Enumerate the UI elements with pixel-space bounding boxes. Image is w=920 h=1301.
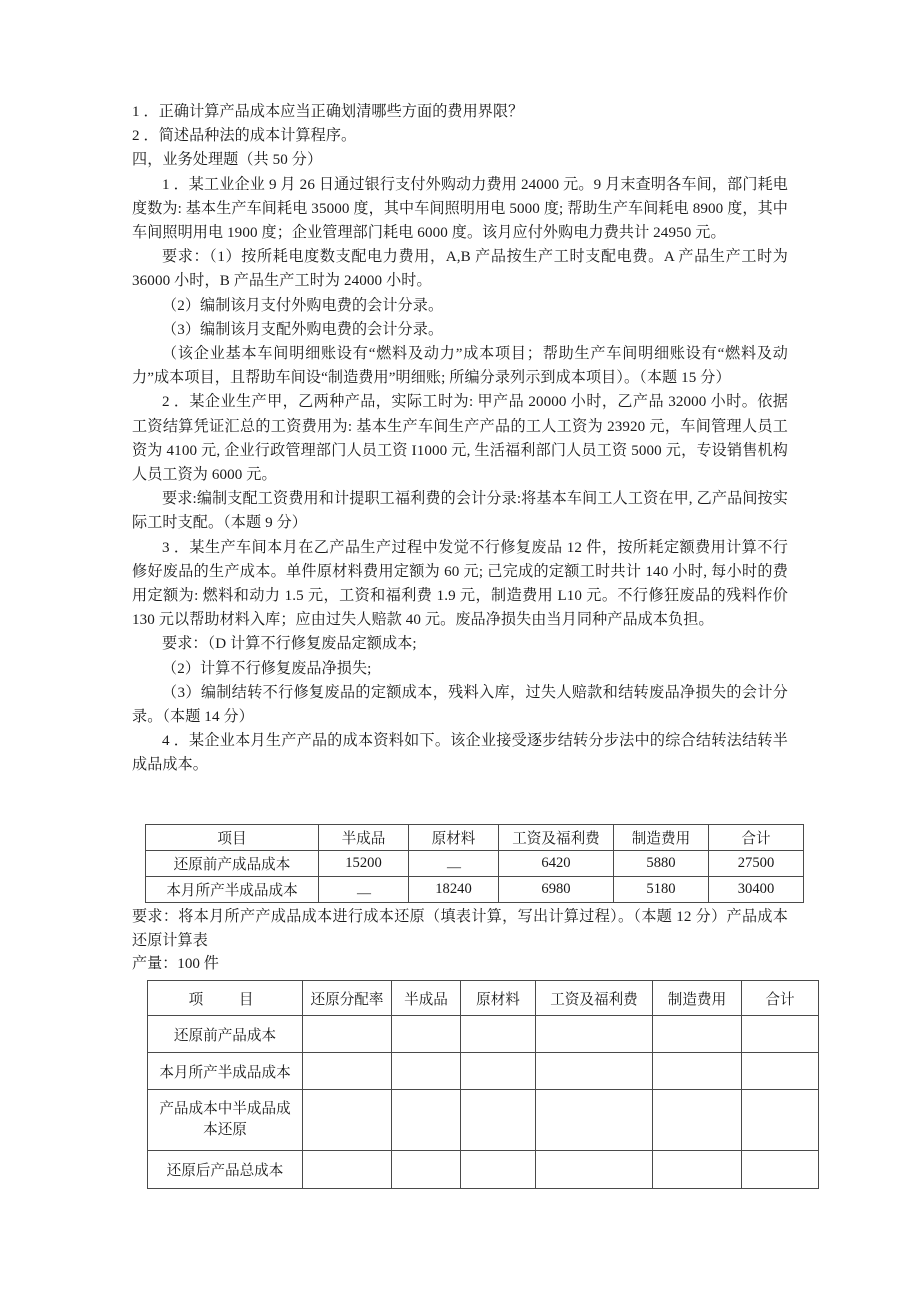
cell-total: 30400 [709,877,804,903]
table-header-row [148,981,819,1016]
input-cell-total[interactable] [742,1053,819,1090]
cell-item: 还原前产成品成本 [146,851,319,877]
cell-wages-benefits: 6980 [499,877,614,903]
header-wages-benefits: 工资及福利费 [499,825,614,851]
table-row [148,1090,819,1151]
problem-4-requirement: 要求：将本月所产产成品成本进行成本还原（填表计算，写出计算过程）。（本题 12 分）产品成本还原计算表 [132,909,788,950]
cell-manufacturing: 5180 [614,877,709,903]
header-raw-material: 原材料 [461,981,536,1016]
section-heading-business-problems: 四，业务处理题（共 50 分） [132,152,323,169]
input-cell-restoration-rate[interactable] [303,1151,392,1189]
problem-3-requirement-3: （3）编制结转不行修复废品的定额成本，残料入库，过失人赔款和结转废品净损失的会计分录。（本题 14 分） [132,684,788,726]
input-cell-manufacturing[interactable] [653,1016,742,1053]
row-label-semi-finished-restoration-in-product-cost [148,1090,303,1151]
row-label-line-1: 产品成本中半成品成 [159,1101,291,1117]
table-row [148,1053,819,1090]
header-manufacturing: 制造费用 [614,825,709,851]
short-answer-question-1: 1 ．正确计算产品成本应当正确划清哪些方面的费用界限？ [132,104,524,120]
problem-2-requirement: 要求:编制支配工资费用和计提职工福利费的会计分录:将基本车间工人工资在甲, 乙产品间按实际工时支配。（本题 9 分） [132,491,788,532]
table-row [148,1016,819,1053]
header-item-label: 项 目 [188,991,270,1008]
document-body [132,100,788,778]
cell-item: 本月所产半成品成本 [146,877,319,903]
input-cell-semi-finished[interactable] [392,1053,461,1090]
input-cell-raw-material[interactable] [461,1053,536,1090]
input-cell-manufacturing[interactable] [653,1151,742,1189]
row-label-semi-finished-cost-this-month: 本月所产半成品成本 [148,1053,303,1090]
header-semi-finished: 半成品 [319,825,409,851]
header-item [148,981,303,1016]
dash-placeholder: — [357,886,370,901]
quantity-label: 产量：100 件 [132,956,219,972]
input-cell-semi-finished[interactable] [392,1151,461,1189]
cost-data-table [145,824,804,903]
input-cell-wages-benefits[interactable] [536,1151,653,1189]
problem-3-body: 3 ．某生产车间本月在乙产品生产过程中发觉不行修复废品 12 件，按所耗定额费用计算不行修好废品的生产成本。单件原材料费用定额为 60 元; 己完成的定额工时共计 140 小时, 每小时的费用定额为: 燃料和动力 1.5 元，工资和福利费 1.9 元，制造费用 L10 元。不行修狂废品的残料作价 130 元以帮助材料入库；应由过失人赔款 40 元。废品净损失由当月同种产品成本负担。 [132,539,788,629]
cell-raw-material: 18240 [409,877,499,903]
input-cell-restoration-rate[interactable] [303,1016,392,1053]
input-cell-restoration-rate[interactable] [303,1090,392,1151]
input-cell-raw-material[interactable] [461,1090,536,1151]
header-item: 项目 [146,825,319,851]
input-cell-raw-material[interactable] [461,1151,536,1189]
input-cell-raw-material[interactable] [461,1016,536,1053]
header-semi-finished: 半成品 [392,981,461,1016]
input-cell-semi-finished[interactable] [392,1090,461,1151]
cell-raw-material [409,851,499,877]
cell-wages-benefits: 6420 [499,851,614,877]
input-cell-wages-benefits[interactable] [536,1090,653,1151]
header-wages-benefits: 工资及福利费 [536,981,653,1016]
input-cell-restoration-rate[interactable] [303,1053,392,1090]
dash-placeholder: — [447,860,460,875]
problem-2-body: 2 ．某企业生产甲，乙两种产品，实际工时为: 甲产品 20000 小时，乙产品 32000 小时。依据工资结算凭证汇总的工资费用为: 基本生产车间生产产品的工人工资为 23920 元，车间管理人员工资为 4100 元, 企业行政管理部门人员工资 I1000 元, 生活福利部门人员工资 5000 元，专设销售机构人员工资为 6000 元。 [132,394,788,484]
input-cell-total[interactable] [742,1016,819,1053]
problem-3-requirement-2: （2）计算不行修复废品净损失; [162,660,372,677]
problem-1-requirement-3: （3）编制该月支配外购电费的会计分录。 [162,321,444,338]
input-cell-total[interactable] [742,1151,819,1189]
problem-4-body: 4 ．某企业本月生产产品的成本资料如下。该企业接受逐步结转分步法中的综合结转法结转半成品成本。 [132,733,788,774]
cell-semi-finished: 15200 [319,851,409,877]
table-row [148,1151,819,1189]
problem-1-requirement-1: 要求：（1）按所耗电度数支配电力费用，A,B 产品按生产工时支配电费。A 产品生产工时为 36000 小时，B 产品生产工时为 24000 小时。 [132,249,788,290]
input-cell-manufacturing[interactable] [653,1090,742,1151]
input-cell-wages-benefits[interactable] [536,1053,653,1090]
header-raw-material: 原材料 [409,825,499,851]
header-total: 合计 [709,825,804,851]
problem-3-requirement-1: 要求：（D 计算不行修复废品定额成本; [162,636,417,653]
input-cell-semi-finished[interactable] [392,1016,461,1053]
header-restoration-rate: 还原分配率 [303,981,392,1016]
cell-semi-finished [319,877,409,903]
cost-restoration-worksheet [147,980,819,1189]
table-row [146,851,804,877]
problem-4-requirement-block [132,905,788,953]
problem-1-body: 1 ．某工业企业 9 月 26 日通过银行支付外购动力费用 24000 元。9 月末查明各车间，部门耗电度数为: 基本生产车间耗电 35000 度，其中车间照明用电 5000 度; 帮助生产车间耗电 8900 度，其中车间照明用电 1900 度；企业管理部门耗电 6000 度。该月应付外购电力费共计 24950 元。 [132,176,788,242]
cell-total: 27500 [709,851,804,877]
row-label-total-cost-after-restoration: 还原后产品总成本 [148,1151,303,1189]
header-total: 合计 [742,981,819,1016]
input-cell-wages-benefits[interactable] [536,1016,653,1053]
row-label-cost-before-restoration: 还原前产品成本 [148,1016,303,1053]
short-answer-question-2: 2 ．简述品种法的成本计算程序。 [132,128,357,145]
cell-manufacturing: 5880 [614,851,709,877]
problem-1-requirement-2: （2）编制该月支付外购电费的会计分录。 [162,297,444,314]
problem-1-note: （该企业基本车间明细账设有“燃料及动力”成本项目；帮助生产车间明细账设有“燃料及动力”成本项目，且帮助车间设“制造费用”明细账; 所编分录列示到成本项目）。（本题 15 分） [132,346,788,387]
table-header-row [146,825,804,851]
header-manufacturing: 制造费用 [653,981,742,1016]
input-cell-total[interactable] [742,1090,819,1151]
input-cell-manufacturing[interactable] [653,1053,742,1090]
table-row [146,877,804,903]
row-label-line-2: 本还原 [203,1122,247,1138]
